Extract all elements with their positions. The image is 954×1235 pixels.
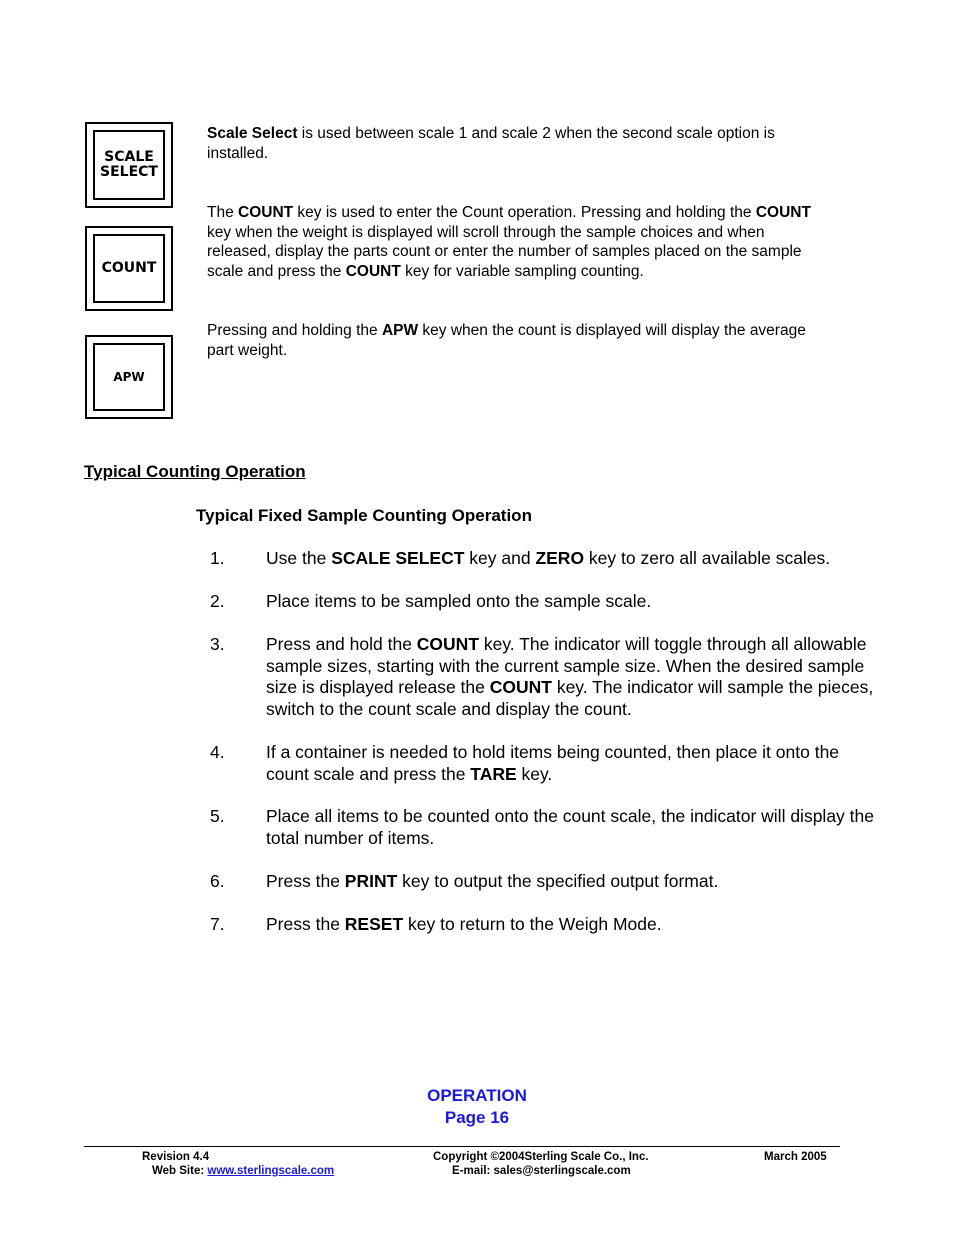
- section-subtitle: Typical Fixed Sample Counting Operation: [196, 506, 532, 525]
- copyright-label: Copyright ©2004Sterling Scale Co., Inc.: [433, 1151, 649, 1163]
- apw-description: Pressing and holding the APW key when the count is displayed will display the average part weight.: [207, 322, 806, 359]
- scale-select-key-line1: SCALE: [104, 149, 154, 165]
- section-title: Typical Counting Operation: [84, 462, 306, 481]
- count-key-icon: [85, 226, 173, 311]
- scale-select-description: Scale Select is used between scale 1 and scale 2 when the second scale option is installed.: [207, 125, 775, 162]
- revision-label: Revision 4.4: [142, 1151, 210, 1163]
- page-number: Page 16: [444, 1108, 510, 1127]
- apw-key-label: APW: [113, 369, 145, 384]
- count-description: The COUNT key is used to enter the Count operation. Pressing and holding the COUNT key when the weight is displayed will scroll through the sample choices and when released, display the parts count or enter the number of samples placed on the sample scale and press the COUNT key for variable sampling counting.: [207, 204, 811, 280]
- footer-section-label: OPERATION: [427, 1086, 527, 1105]
- scale-select-key-line2: SELECT: [100, 164, 158, 180]
- count-key-label: COUNT: [101, 260, 157, 276]
- footer-divider: [84, 1146, 840, 1147]
- website-line: Web Site: www.sterlingscale.com: [152, 1165, 335, 1177]
- date-label: March 2005: [764, 1151, 827, 1163]
- website-link[interactable]: www.sterlingscale.com: [207, 1165, 335, 1177]
- email-label: E-mail: sales@sterlingscale.com: [452, 1165, 631, 1177]
- apw-key-icon: [85, 335, 173, 419]
- scale-select-key-icon: [85, 122, 173, 208]
